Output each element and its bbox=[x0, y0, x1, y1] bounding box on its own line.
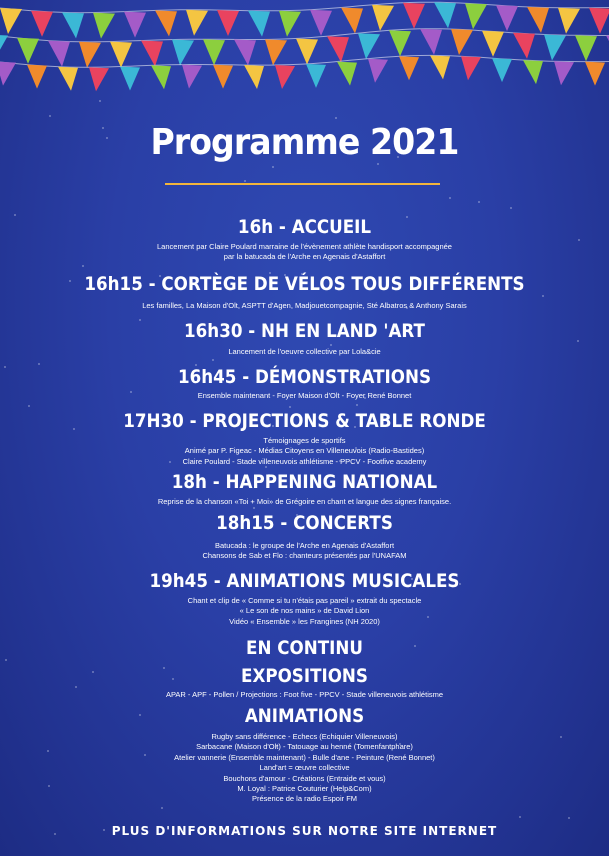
bunting-flag bbox=[403, 3, 425, 29]
bunting-flag bbox=[461, 56, 481, 80]
event-detail-line: Lancement par Claire Poulard marraine de l'évènement athlète handisport accompagnée bbox=[157, 242, 452, 251]
event-heading: 16h - ACCUEIL bbox=[237, 216, 372, 238]
sparkle-dot bbox=[578, 239, 580, 241]
bunting-flag bbox=[496, 5, 518, 31]
event-detail-line: Claire Poulard - Stade villeneuvois athlétisme - PPCV - Footfive academy bbox=[182, 456, 427, 466]
section-detail-line: Land'art = œuvre collective bbox=[259, 763, 350, 773]
bunting-flag bbox=[337, 62, 357, 86]
bunting-flag bbox=[0, 8, 22, 34]
event-detail-line: par la batucada de l'Arche en Agenais d'Astaffort bbox=[223, 252, 386, 262]
bunting-flag bbox=[434, 2, 456, 28]
event-details bbox=[0, 347, 609, 357]
bunting-flag bbox=[172, 40, 194, 66]
bunting-flag bbox=[341, 8, 363, 34]
bunting-flag bbox=[368, 59, 388, 83]
section-details bbox=[0, 690, 609, 700]
bunting-flag bbox=[399, 56, 419, 80]
sparkle-dot bbox=[14, 214, 16, 216]
event-details bbox=[0, 391, 609, 401]
sparkle-dot bbox=[28, 405, 30, 407]
bunting-flag bbox=[203, 39, 225, 65]
event-details bbox=[0, 242, 609, 263]
event-heading: 16h45 - DÉMONSTRATIONS bbox=[177, 366, 431, 388]
section-detail-line: Atelier vannerie (Ensemble maintenant) - Bulle d'ane - Peinture (René Bonnet) bbox=[174, 752, 435, 762]
sparkle-dot bbox=[212, 359, 214, 361]
bunting-flag bbox=[482, 31, 504, 57]
bunting-flag bbox=[0, 35, 8, 61]
section-heading: ANIMATIONS bbox=[244, 705, 365, 727]
event-details bbox=[0, 301, 609, 311]
sparkle-dot bbox=[82, 265, 84, 267]
page-title: Programme 2021 bbox=[150, 122, 459, 163]
section-detail-line: Sarbacane (Maison d'Olt) - Tatouage au henné (Tomenfantphare) bbox=[196, 742, 413, 752]
bunting-flag bbox=[389, 30, 411, 56]
bunting-flag bbox=[93, 13, 115, 39]
sparkle-dot bbox=[272, 166, 274, 168]
bunting-flag bbox=[244, 65, 264, 89]
event-detail-line: Animé par P. Figeac - Médias Citoyens en Villeneuvois (Radio-Bastides) bbox=[184, 446, 425, 456]
bunting-flag bbox=[141, 41, 163, 67]
sparkle-dot bbox=[377, 163, 379, 165]
bunting-flag bbox=[492, 58, 512, 82]
sparkle-dot bbox=[577, 340, 579, 342]
event-detail-line: Chant et clip de « Comme si tu n'étais pas pareil » extrait du spectacle bbox=[187, 596, 422, 605]
sparkle-dot bbox=[289, 406, 291, 408]
sparkle-dot bbox=[4, 366, 6, 368]
bunting-flag bbox=[544, 35, 566, 61]
bunting-flag bbox=[310, 10, 332, 36]
event-heading: 18h - HAPPENING NATIONAL bbox=[171, 471, 438, 493]
bunting-flag bbox=[554, 61, 574, 85]
bunting-flag bbox=[248, 11, 270, 37]
title-divider bbox=[165, 183, 440, 185]
bunting-flag bbox=[89, 67, 109, 91]
bunting-flag bbox=[0, 62, 16, 86]
event-details bbox=[0, 541, 609, 562]
bunting-flag bbox=[513, 33, 535, 59]
bunting-flag bbox=[275, 65, 295, 89]
event-detail-line: Vidéo « Ensemble » les Frangines (NH 2020) bbox=[229, 616, 380, 626]
event-details bbox=[0, 596, 609, 627]
bunting-flag bbox=[124, 12, 146, 38]
sparkle-dot bbox=[519, 816, 521, 818]
bunting-flag bbox=[62, 12, 84, 38]
sparkle-dot bbox=[49, 115, 51, 117]
sparkle-dot bbox=[335, 117, 337, 119]
event-heading: 18h15 - CONCERTS bbox=[216, 512, 393, 534]
bunting-flag bbox=[110, 42, 132, 68]
bunting-flag bbox=[420, 29, 442, 55]
event-detail-line: Lancement de l'oeuvre collective par Lola&cie bbox=[228, 347, 381, 356]
sparkle-dot bbox=[99, 100, 101, 102]
event-detail-line: Témoignages de sportifs bbox=[263, 436, 346, 445]
section-details bbox=[0, 732, 609, 805]
bunting-flag bbox=[151, 65, 171, 89]
sparkle-dot bbox=[5, 659, 7, 661]
section-heading: EXPOSITIONS bbox=[241, 665, 368, 687]
section-detail-line: M. Loyal : Patrice Couturier (Help&Com) bbox=[237, 784, 372, 794]
bunting-flag bbox=[213, 65, 233, 89]
event-heading: 17H30 - PROJECTIONS & TABLE RONDE bbox=[123, 410, 486, 432]
bunting-flag bbox=[372, 5, 394, 31]
bunting-flag bbox=[465, 3, 487, 29]
bunting-flag bbox=[589, 8, 609, 34]
bunting-flag bbox=[451, 29, 473, 55]
bunting-flag bbox=[182, 65, 202, 89]
bunting-string bbox=[0, 2, 609, 13]
sparkle-dot bbox=[161, 807, 163, 809]
bunting-flag bbox=[186, 10, 208, 36]
bunting-flag bbox=[265, 39, 287, 65]
event-detail-line: Les familles, La Maison d'Olt, ASPTT d'Agen, Madjouetcompagnie, Sté Albatros & Anthony Sarais bbox=[142, 301, 467, 310]
bunting-flag bbox=[558, 8, 580, 34]
sparkle-dot bbox=[330, 344, 332, 346]
bunting-flag bbox=[575, 35, 597, 61]
event-details bbox=[0, 497, 609, 507]
bunting-flag bbox=[585, 62, 605, 86]
bunting-flag bbox=[27, 65, 47, 89]
section-detail-line: Bouchons d'amour - Créations (Entraide et vous) bbox=[223, 773, 386, 783]
bunting-decoration bbox=[0, 0, 609, 110]
sparkle-dot bbox=[542, 295, 544, 297]
event-detail-line: « Le son de nos mains » de David Lion bbox=[239, 606, 370, 616]
sparkle-dot bbox=[568, 817, 570, 819]
footer-website-note: PLUS D'INFORMATIONS SUR NOTRE SITE INTERNET bbox=[111, 824, 498, 838]
sparkle-dot bbox=[38, 363, 40, 365]
event-detail-line: Reprise de la chanson «Toi + Moi» de Grégoire en chant et langue des signes française. bbox=[157, 497, 452, 506]
event-detail-line: Chansons de Sab et Flo : chanteurs présentés par l'UNAFAM bbox=[202, 551, 407, 561]
bunting-flag bbox=[17, 38, 39, 64]
event-heading: 16h30 - NH EN LAND 'ART bbox=[184, 320, 425, 342]
bunting-flag bbox=[58, 67, 78, 91]
event-heading: 19h45 - ANIMATIONS MUSICALES bbox=[149, 570, 460, 592]
bunting-flag bbox=[79, 42, 101, 68]
bunting-flag bbox=[523, 60, 543, 84]
bunting-flag bbox=[327, 36, 349, 62]
bunting-flag bbox=[306, 64, 326, 88]
bunting-flag bbox=[155, 10, 177, 36]
event-detail-line: Batucada : le groupe de l'Arche en Agenais d'Astaffort bbox=[214, 541, 395, 550]
event-heading: 16h15 - CORTÈGE DE VÉLOS TOUS DIFFÉRENTS bbox=[84, 273, 525, 295]
bunting-flag bbox=[217, 10, 239, 36]
event-details bbox=[0, 436, 609, 467]
bunting-flag bbox=[234, 39, 256, 65]
section-detail-line: APAR - APF - Pollen / Projections : Foot five - PPCV - Stade villeneuvois athlétisme bbox=[165, 690, 444, 699]
bunting-flag bbox=[527, 7, 549, 33]
sparkle-dot bbox=[449, 197, 451, 199]
section-heading: EN CONTINU bbox=[246, 637, 363, 659]
bunting-flag bbox=[120, 67, 140, 91]
bunting-flag bbox=[358, 33, 380, 59]
bunting-flag bbox=[430, 55, 450, 79]
bunting-flag bbox=[48, 41, 70, 67]
section-detail-line: Rugby sans différence - Echecs (Echiquier Villeneuvois) bbox=[211, 732, 398, 741]
bunting-flag bbox=[31, 11, 53, 37]
sparkle-dot bbox=[478, 201, 480, 203]
section-detail-line: Présence de la radio Espoir FM bbox=[251, 794, 358, 804]
sparkle-dot bbox=[356, 404, 358, 406]
sparkle-dot bbox=[510, 207, 512, 209]
event-detail-line: Ensemble maintenant - Foyer Maison d'Olt - Foyer René Bonnet bbox=[197, 391, 412, 400]
bunting-flag bbox=[296, 39, 318, 65]
sparkle-dot bbox=[244, 180, 246, 182]
bunting-flag bbox=[279, 11, 301, 37]
